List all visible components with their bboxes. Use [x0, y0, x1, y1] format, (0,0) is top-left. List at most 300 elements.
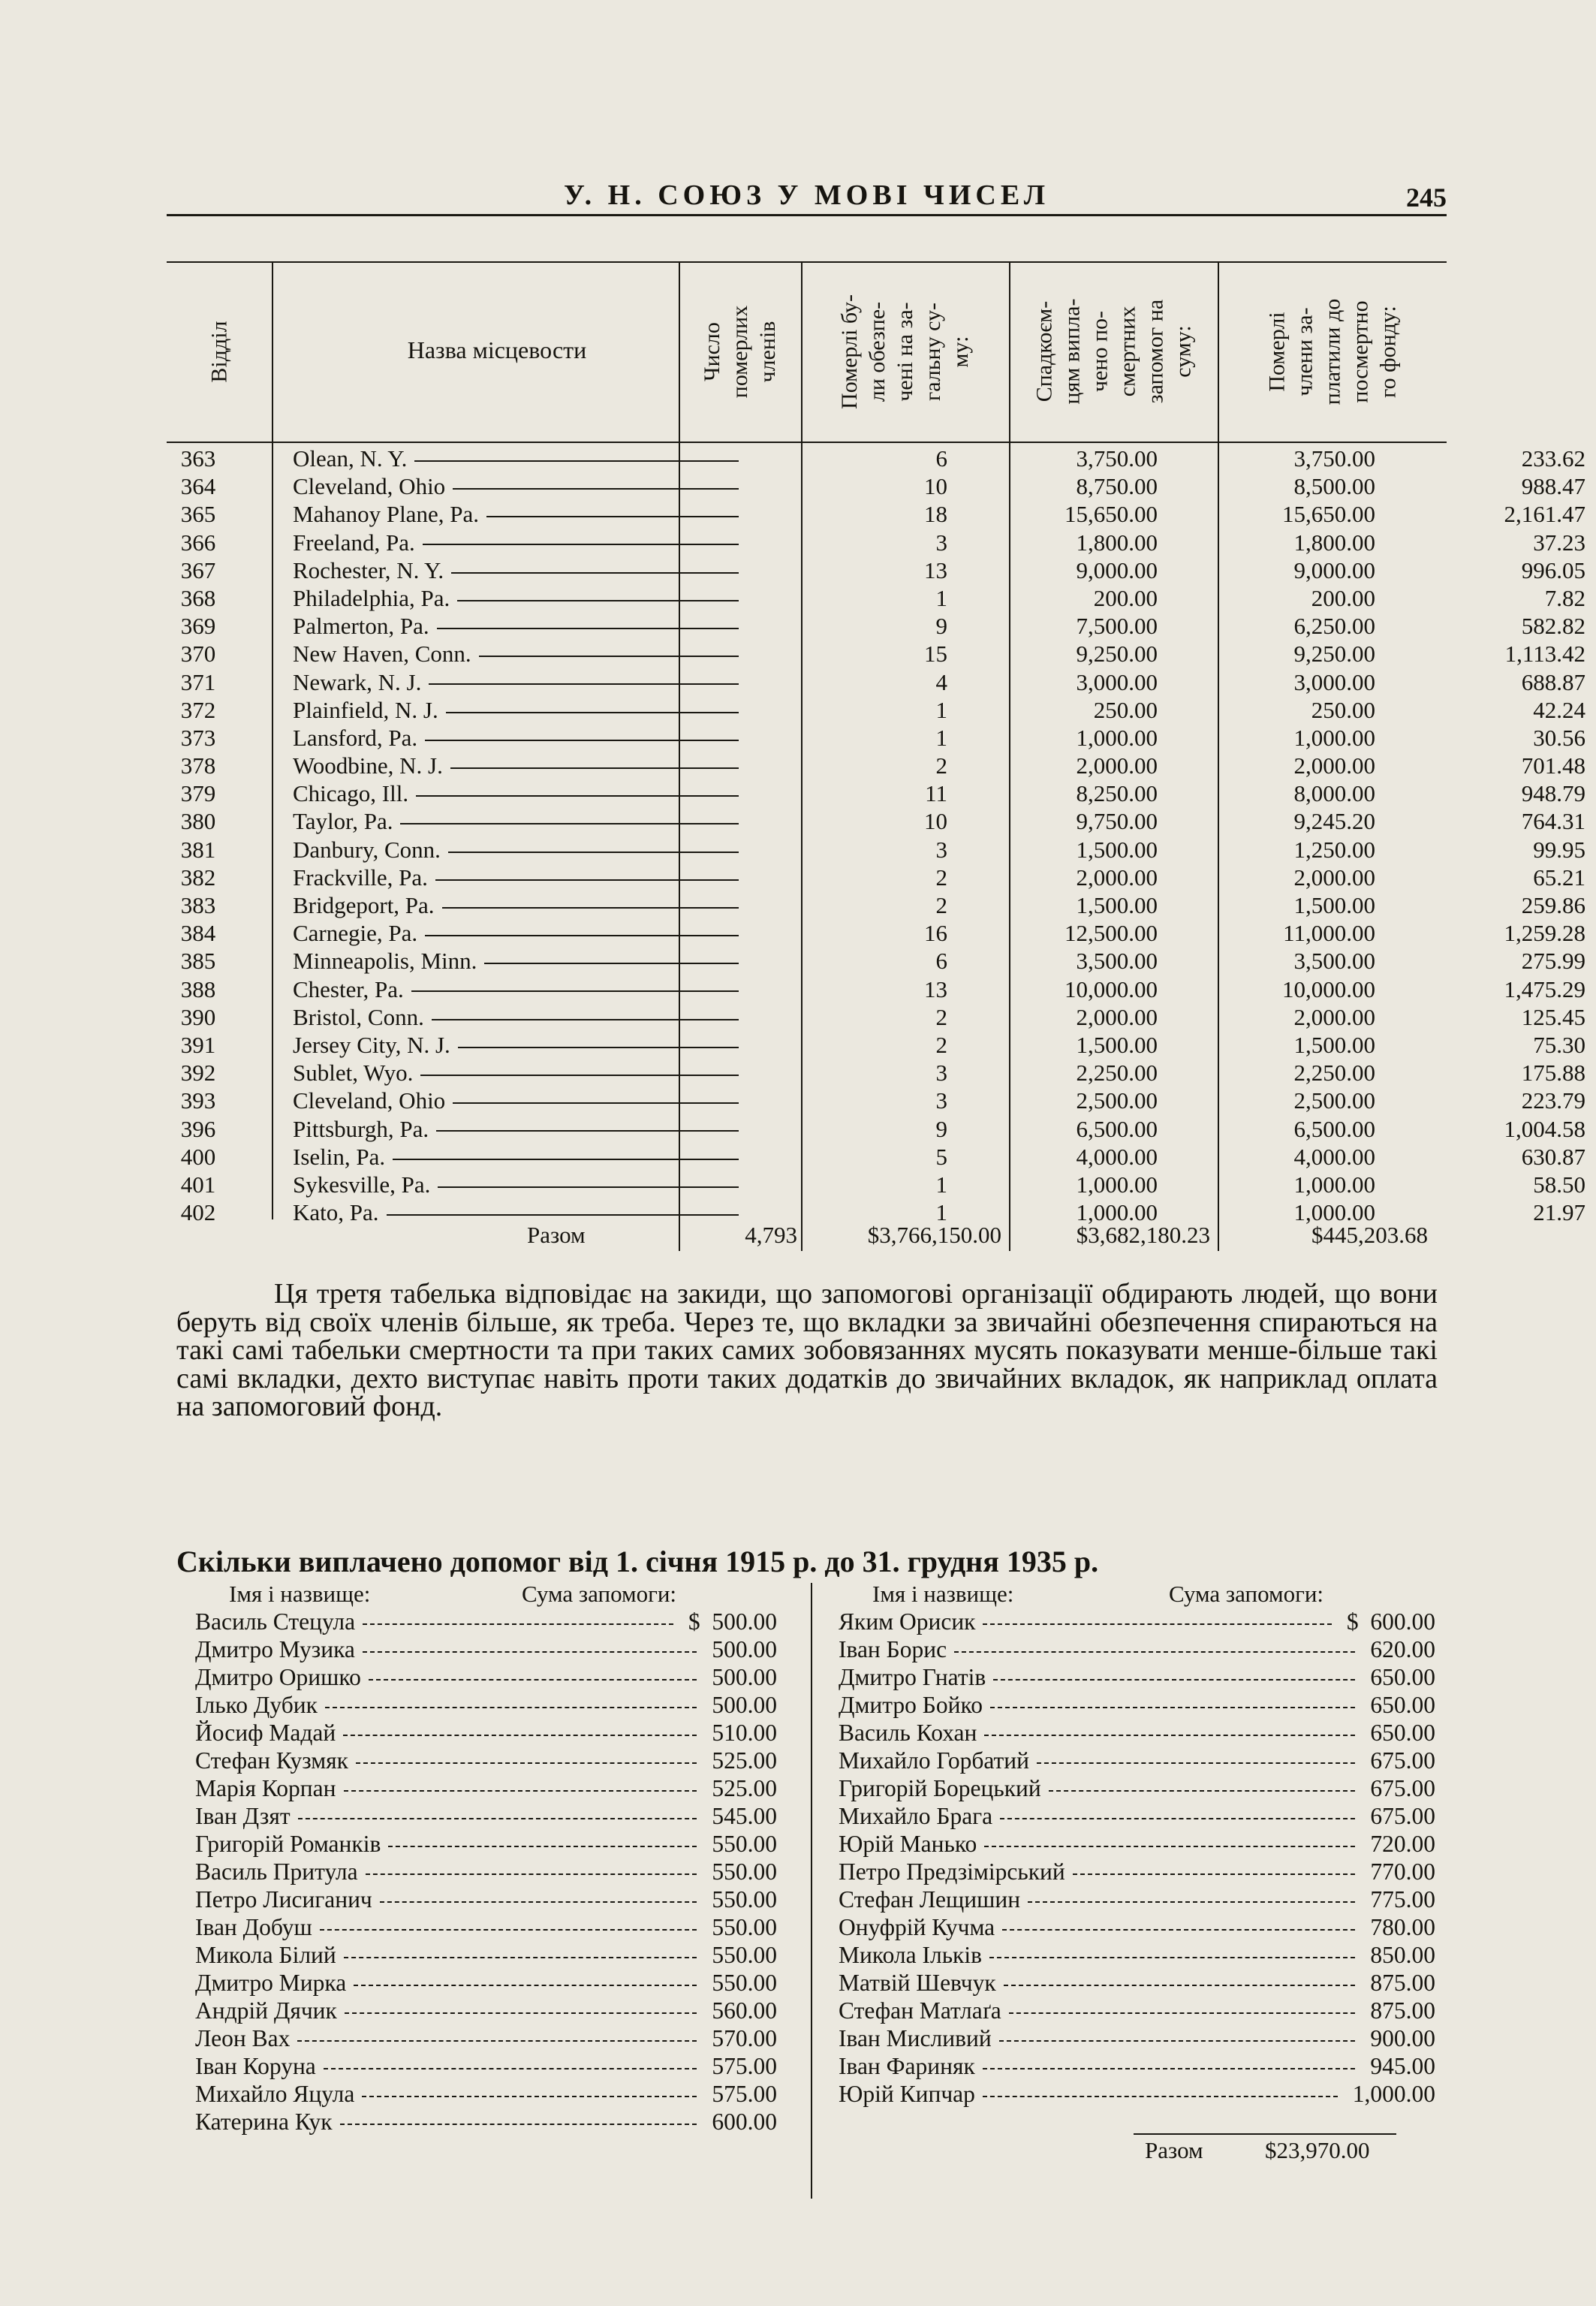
- cell-division: 372: [180, 696, 216, 723]
- aid-name-text: Іван Борис: [839, 1636, 947, 1662]
- aid-name-text: Йосиф Мадай: [195, 1720, 336, 1746]
- aid-sum: 500.00: [712, 1636, 777, 1662]
- cell-count: 15: [924, 641, 947, 668]
- aid-sum: 675.00: [1370, 1803, 1435, 1829]
- list-item: [835, 1635, 1435, 1663]
- cell-place: [293, 556, 751, 584]
- cell-paid: 764.31: [1521, 808, 1585, 835]
- header-insured-sum: Померлі бу- ли обезпе- чені на за- гальну су- му:: [836, 294, 973, 409]
- list-item: [176, 2024, 777, 2052]
- cell-heirs: 2,000.00: [1293, 864, 1375, 891]
- leader-line: [387, 1214, 739, 1216]
- aid-list-right: [835, 1581, 1435, 2108]
- leader-line: [416, 795, 739, 797]
- list-item: [176, 1608, 777, 1635]
- place-text: Frackville, Pa.: [293, 864, 428, 891]
- cell-heirs: 1,500.00: [1293, 892, 1375, 918]
- aid-name: [839, 2080, 1338, 2108]
- aid-name: [195, 1608, 673, 1635]
- aid-name: [839, 1885, 1355, 1913]
- place-text: Chester, Pa.: [293, 975, 404, 1002]
- cell-heirs: 4,000.00: [1293, 1143, 1375, 1170]
- cell-paid: 582.82: [1521, 613, 1585, 640]
- cell-heirs: 1,000.00: [1293, 1171, 1375, 1198]
- aid-sum: 900.00: [1370, 2025, 1435, 2051]
- cell-division: 401: [180, 1171, 216, 1198]
- cell-count: 2: [935, 892, 947, 918]
- cell-heirs: 3,500.00: [1293, 948, 1375, 975]
- cell-count: 16: [924, 920, 947, 947]
- cell-heirs: 2,500.00: [1293, 1087, 1375, 1114]
- aid-name-text: Дмитро Музика: [195, 1636, 355, 1662]
- cell-place: [293, 752, 751, 779]
- aid-sum: 875.00: [1370, 1970, 1435, 1996]
- aid-sum: 525.00: [712, 1747, 777, 1774]
- aid-name: [839, 1719, 1355, 1747]
- table-row: [167, 584, 1585, 612]
- cell-heirs: 1,800.00: [1293, 529, 1375, 556]
- aid-name-text: Дмитро Оришко: [195, 1664, 361, 1690]
- aid-total-value: $23,970.00: [1265, 2137, 1370, 2163]
- aid-sum: 500.00: [712, 1692, 777, 1718]
- cell-paid: 7.82: [1544, 584, 1585, 611]
- leader-line: [400, 823, 739, 824]
- leader-line: [446, 712, 739, 713]
- cell-place: [293, 975, 751, 1003]
- aid-sum: 675.00: [1370, 1775, 1435, 1801]
- aid-sum: 650.00: [1370, 1692, 1435, 1718]
- aid-name: [839, 1969, 1355, 1997]
- cell-division: 380: [180, 808, 216, 835]
- cell-insured: 4,000.00: [1076, 1143, 1158, 1170]
- place-text: Cleveland, Ohio: [293, 473, 446, 500]
- cell-division: 367: [180, 556, 216, 583]
- cell-heirs: 11,000.00: [1283, 920, 1375, 947]
- cell-heirs: 15,650.00: [1282, 501, 1375, 528]
- cell-count: 1: [935, 724, 947, 751]
- aid-name-text: Андрій Дячик: [195, 1997, 337, 2024]
- cell-division: 402: [180, 1199, 216, 1226]
- cell-heirs: 1,250.00: [1293, 836, 1375, 863]
- leader-line: [479, 656, 739, 657]
- list-item: [835, 1608, 1435, 1635]
- aid-name: [839, 1997, 1355, 2024]
- cell-count: 13: [924, 556, 947, 583]
- cell-paid: 1,004.58: [1504, 1115, 1585, 1142]
- aid-name: [195, 1802, 697, 1830]
- cell-insured: 2,500.00: [1076, 1087, 1158, 1114]
- aid-name: [839, 1608, 1332, 1635]
- list-item: [835, 1747, 1435, 1774]
- cell-insured: 7,500.00: [1076, 613, 1158, 640]
- aid-name-text: Ілько Дубик: [195, 1692, 318, 1718]
- header-deceased-count: Число померлих членів: [699, 305, 780, 398]
- leader-line: [366, 1873, 697, 1875]
- cell-place: [293, 1171, 751, 1198]
- table-row: [167, 1059, 1585, 1087]
- aid-name-text: Петро Предзімірський: [839, 1858, 1065, 1885]
- aid-name-text: Іван Дзят: [195, 1803, 291, 1829]
- cell-division: 365: [180, 501, 216, 528]
- list-item: [176, 1830, 777, 1858]
- aid-name: [839, 1663, 1355, 1691]
- cell-place: [293, 612, 751, 640]
- aid-name: [839, 1858, 1355, 1885]
- cell-division: 396: [180, 1115, 216, 1142]
- aid-name: [839, 1635, 1355, 1663]
- cell-division: 364: [180, 473, 216, 500]
- cell-paid: 223.79: [1521, 1087, 1585, 1114]
- aid-name-text: Василь Притула: [195, 1858, 358, 1885]
- cell-paid: 37.23: [1533, 529, 1585, 556]
- place-text: Mahanoy Plane, Pa.: [293, 501, 479, 528]
- leader-line: [432, 1019, 739, 1020]
- leader-line: [369, 1679, 697, 1681]
- leader-line: [344, 1790, 697, 1792]
- cell-insured: 1,500.00: [1076, 892, 1158, 918]
- cell-paid: 30.56: [1533, 724, 1585, 751]
- cell-count: 5: [935, 1143, 947, 1170]
- aid-name: [839, 2052, 1355, 2080]
- leader-line: [442, 907, 739, 909]
- header-rule: [167, 214, 1447, 216]
- cell-insured: 2,000.00: [1076, 752, 1158, 779]
- cell-paid: 125.45: [1521, 1003, 1585, 1030]
- leader-line: [983, 2096, 1338, 2097]
- aid-name: [839, 1774, 1355, 1802]
- cell-heirs: 8,000.00: [1293, 780, 1375, 807]
- cell-count: 9: [935, 1115, 947, 1142]
- aid-sum: 550.00: [712, 1858, 777, 1885]
- table-row: [167, 1003, 1585, 1031]
- cell-division: 391: [180, 1031, 216, 1058]
- list-item: [835, 1913, 1435, 1941]
- cell-paid: 58.50: [1533, 1171, 1585, 1198]
- cell-count: 10: [924, 473, 947, 500]
- header-heirs-paid: Спадкоєм- цям випла- чено по- смертних запомог на суму:: [1031, 298, 1195, 405]
- place-text: Cleveland, Ohio: [293, 1087, 446, 1114]
- leader-line: [393, 1159, 739, 1160]
- leader-line: [423, 544, 739, 545]
- cell-count: 4: [935, 668, 947, 695]
- cell-insured: 15,650.00: [1065, 501, 1158, 528]
- cell-paid: 233.62: [1521, 445, 1585, 472]
- cell-paid: 175.88: [1521, 1060, 1585, 1087]
- cell-paid: 1,113.42: [1504, 641, 1585, 668]
- table-row: [167, 696, 1585, 724]
- aid-name-text: Дмитро Бойко: [839, 1692, 983, 1718]
- table-row: [167, 1143, 1585, 1171]
- cell-heirs: 9,245.20: [1293, 808, 1375, 835]
- cell-insured: 8,750.00: [1076, 473, 1158, 500]
- leader-line: [325, 1707, 697, 1708]
- aid-sum: 770.00: [1370, 1858, 1435, 1885]
- aid-sum: 1,000.00: [1352, 2081, 1435, 2107]
- aid-sum: 550.00: [712, 1942, 777, 1968]
- list-item: [176, 1691, 777, 1719]
- leader-line: [458, 1047, 739, 1048]
- aid-name: [195, 1830, 697, 1858]
- cell-division: 390: [180, 1003, 216, 1030]
- list-item: [835, 1941, 1435, 1969]
- aid-name: [195, 1941, 697, 1969]
- table-row: [167, 500, 1585, 528]
- aid-sum: 550.00: [712, 1970, 777, 1996]
- aid-name: [195, 1747, 697, 1774]
- cell-place: [293, 1059, 751, 1087]
- list-item: [835, 2024, 1435, 2052]
- place-text: Minneapolis, Minn.: [293, 948, 477, 975]
- running-title: У. Н. СОЮЗ У МОВІ ЧИСЕЛ: [563, 179, 1050, 211]
- list-item: [176, 1885, 777, 1913]
- place-text: Freeland, Pa.: [293, 529, 415, 556]
- cell-place: [293, 836, 751, 864]
- leader-line: [1037, 1762, 1355, 1764]
- aid-name-text: Григорій Борецький: [839, 1775, 1041, 1801]
- cell-place: [293, 864, 751, 891]
- table-row: [167, 752, 1585, 779]
- list-item: [835, 1663, 1435, 1691]
- place-text: Palmerton, Pa.: [293, 613, 429, 640]
- aid-list-left: [176, 1581, 777, 2136]
- leader-line: [453, 1102, 739, 1104]
- cell-place: [293, 779, 751, 807]
- aid-name-text: Стефан Матлаґа: [839, 1997, 1001, 2024]
- aid-sum: 720.00: [1370, 1831, 1435, 1857]
- table-row: [167, 668, 1585, 696]
- list-item: [176, 1635, 777, 1663]
- leader-line: [411, 990, 739, 992]
- aid-name: [839, 1830, 1355, 1858]
- cell-heirs: 250.00: [1311, 696, 1375, 723]
- aid-name-text: Катерина Кук: [195, 2109, 333, 2135]
- place-text: Sykesville, Pa.: [293, 1171, 431, 1198]
- list-item: [176, 1997, 777, 2024]
- table-header-rule: [167, 442, 1447, 443]
- aid-sum: 620.00: [1370, 1636, 1435, 1662]
- list-item: [835, 1997, 1435, 2024]
- header-members-paid: Померлі члени за- платили до посмертно го фонду:: [1264, 298, 1400, 405]
- table-row: [167, 556, 1585, 584]
- place-text: Woodbine, N. J.: [293, 752, 443, 779]
- cell-count: 1: [935, 1199, 947, 1226]
- aid-sum: 570.00: [712, 2025, 777, 2051]
- aid-name-text: Василь Стецула: [195, 1608, 356, 1635]
- aid-name-text: Іван Мисливий: [839, 2025, 992, 2051]
- leader-line: [1002, 1929, 1355, 1931]
- cell-paid: 1,259.28: [1504, 920, 1585, 947]
- place-text: Lansford, Pa.: [293, 724, 418, 751]
- aid-sum: 575.00: [712, 2053, 777, 2079]
- cell-insured: 1,000.00: [1076, 1199, 1158, 1226]
- leader-line: [484, 963, 739, 964]
- aid-sum: 550.00: [712, 1831, 777, 1857]
- cell-paid: 630.87: [1521, 1143, 1585, 1170]
- aid-sum: 560.00: [712, 1997, 777, 2024]
- cell-count: 2: [935, 864, 947, 891]
- cell-paid: 2,161.47: [1504, 501, 1585, 528]
- cell-insured: 10,000.00: [1065, 975, 1158, 1002]
- cell-division: 378: [180, 752, 216, 779]
- aid-name-text: Дмитро Мирка: [195, 1970, 347, 1996]
- leader-line: [1004, 1985, 1355, 1986]
- cell-count: 2: [935, 752, 947, 779]
- leader-line: [984, 1735, 1355, 1736]
- list-item: [176, 2052, 777, 2080]
- cell-heirs: 2,000.00: [1293, 1003, 1375, 1030]
- list-item: [176, 1941, 777, 1969]
- cell-place: [293, 500, 751, 528]
- cell-division: 393: [180, 1087, 216, 1114]
- aid-name-text: Матвій Шевчук: [839, 1970, 996, 1996]
- table-row: [167, 724, 1585, 752]
- cell-insured: 250.00: [1093, 696, 1158, 723]
- cell-paid: 75.30: [1533, 1031, 1585, 1058]
- leader-line: [990, 1707, 1355, 1708]
- cell-count: 18: [924, 501, 947, 528]
- list-item: [176, 2080, 777, 2108]
- place-text: Olean, N. Y.: [293, 445, 408, 472]
- aid-sum: 650.00: [1370, 1720, 1435, 1746]
- aid-sum: 510.00: [712, 1720, 777, 1746]
- aid-name-text: Михайло Яцула: [195, 2081, 355, 2107]
- list-item: [176, 1719, 777, 1747]
- cell-heirs: 9,000.00: [1293, 556, 1375, 583]
- table-row: [167, 529, 1585, 556]
- leader-line: [363, 1651, 697, 1653]
- cell-place: [293, 668, 751, 696]
- cell-heirs: 1,500.00: [1293, 1031, 1375, 1058]
- list-item: [835, 2052, 1435, 2080]
- cell-insured: 12,500.00: [1065, 920, 1158, 947]
- cell-place: [293, 919, 751, 947]
- table-row: [167, 612, 1585, 640]
- cell-insured: 3,750.00: [1076, 445, 1158, 472]
- aid-name: [195, 1997, 697, 2024]
- cell-place: [293, 445, 751, 472]
- aid-name: [195, 1885, 697, 1913]
- cell-insured: 1,000.00: [1076, 724, 1158, 751]
- paragraph-text: Ця третя табелька відповідає на закиди, що запомогові організації обдирають людей, що вони беруть від своїх членів більше, як треба. Через те, що вкладки за звичайні обезпечення спираються на такі самі табельки смертности та при таких самих зобовязаннях мусять показувати менше-більше такі самі вкладки, дехто виступає навіть проти таких додатків до звичайних вкладок, як наприклад оплата на запомоговий фонд.: [176, 1278, 1438, 1422]
- cell-heirs: 10,000.00: [1282, 975, 1375, 1002]
- cell-insured: 1,800.00: [1076, 529, 1158, 556]
- leader-line: [983, 1623, 1332, 1625]
- list-item: [176, 1747, 777, 1774]
- aid-sum: 675.00: [1370, 1747, 1435, 1774]
- aid-sum: $ 600.00: [1346, 1608, 1435, 1635]
- place-text: Jersey City, N. J.: [293, 1031, 450, 1058]
- aid-sum: 545.00: [712, 1803, 777, 1829]
- cell-place: [293, 807, 751, 835]
- table-body: [167, 445, 1585, 1226]
- leader-line: [1049, 1790, 1355, 1792]
- aid-sum: 600.00: [712, 2109, 777, 2135]
- aid-name-text: Петро Лисиганич: [195, 1886, 372, 1913]
- cell-division: 369: [180, 613, 216, 640]
- aid-name-text: Леон Вах: [195, 2025, 291, 2051]
- aid-sum: 650.00: [1370, 1664, 1435, 1690]
- leader-line: [438, 1186, 739, 1188]
- aid-sum: 575.00: [712, 2081, 777, 2107]
- aid-name-text: Григорій Романків: [195, 1831, 381, 1857]
- cell-heirs: 3,750.00: [1293, 445, 1375, 472]
- cell-paid: 988.47: [1521, 473, 1585, 500]
- cell-place: [293, 696, 751, 724]
- table-row: [167, 891, 1585, 919]
- list-item: [835, 1691, 1435, 1719]
- cell-heirs: 8,500.00: [1293, 473, 1375, 500]
- leader-line: [1073, 1873, 1355, 1875]
- table-total-row: [167, 1219, 1447, 1251]
- cell-division: 383: [180, 892, 216, 918]
- place-text: Taylor, Pa.: [293, 808, 393, 835]
- cell-division: 400: [180, 1143, 216, 1170]
- leader-line: [356, 1762, 697, 1764]
- cell-division: 384: [180, 920, 216, 947]
- leader-line: [425, 740, 739, 741]
- leader-line: [435, 879, 739, 881]
- leader-line: [999, 2040, 1355, 2042]
- aid-sum: 945.00: [1370, 2053, 1435, 2079]
- cell-count: 2: [935, 1003, 947, 1030]
- leader-line: [1009, 2012, 1355, 2014]
- aid-name: [839, 2024, 1355, 2052]
- cell-place: [293, 640, 751, 668]
- table-row: [167, 975, 1585, 1003]
- aid-name-text: Іван Добуш: [195, 1914, 312, 1940]
- aid-name: [195, 1719, 697, 1747]
- aid-name: [195, 2024, 697, 2052]
- aid-name-text: Яким Орисик: [839, 1608, 976, 1635]
- cell-heirs: 1,000.00: [1293, 1199, 1375, 1226]
- aid-name-text: Юрій Манько: [839, 1831, 977, 1857]
- aid-name: [195, 1913, 697, 1941]
- table-row: [167, 836, 1585, 864]
- cell-division: 382: [180, 864, 216, 891]
- table-row: [167, 640, 1585, 668]
- total-label: Разом: [527, 1222, 586, 1248]
- leader-line: [448, 852, 739, 853]
- leader-line: [414, 460, 739, 462]
- aid-name: [195, 2080, 697, 2108]
- aid-section-heading: Скільки виплачено допомог від 1. січня 1915 р. до 31. грудня 1935 р.: [176, 1545, 1099, 1578]
- cell-place: [293, 891, 751, 919]
- list-item: [835, 1802, 1435, 1830]
- aid-sum: 500.00: [712, 1664, 777, 1690]
- cell-insured: 2,250.00: [1076, 1060, 1158, 1087]
- cell-division: 381: [180, 836, 216, 863]
- aid-name: [195, 1969, 697, 1997]
- leader-line: [362, 2096, 697, 2097]
- cell-count: 1: [935, 696, 947, 723]
- col-sum-header: Сума запомоги:: [522, 1581, 677, 1607]
- aid-name: [195, 1858, 697, 1885]
- cell-insured: 200.00: [1093, 584, 1158, 611]
- aid-name-text: Іван Коруна: [195, 2053, 316, 2079]
- col-name-header: Імя і назвище:: [229, 1581, 371, 1607]
- table-row: [167, 1087, 1585, 1114]
- cell-paid: 1,475.29: [1504, 975, 1585, 1002]
- cell-paid: 99.95: [1533, 836, 1585, 863]
- cell-place: [293, 1003, 751, 1031]
- cell-count: 2: [935, 1031, 947, 1058]
- aid-name-text: Іван Фариняк: [839, 2053, 975, 2079]
- leader-line: [486, 516, 739, 517]
- place-text: Iselin, Pa.: [293, 1143, 386, 1170]
- leader-line: [420, 1075, 739, 1076]
- aid-name: [839, 1747, 1355, 1774]
- cell-place: [293, 472, 751, 500]
